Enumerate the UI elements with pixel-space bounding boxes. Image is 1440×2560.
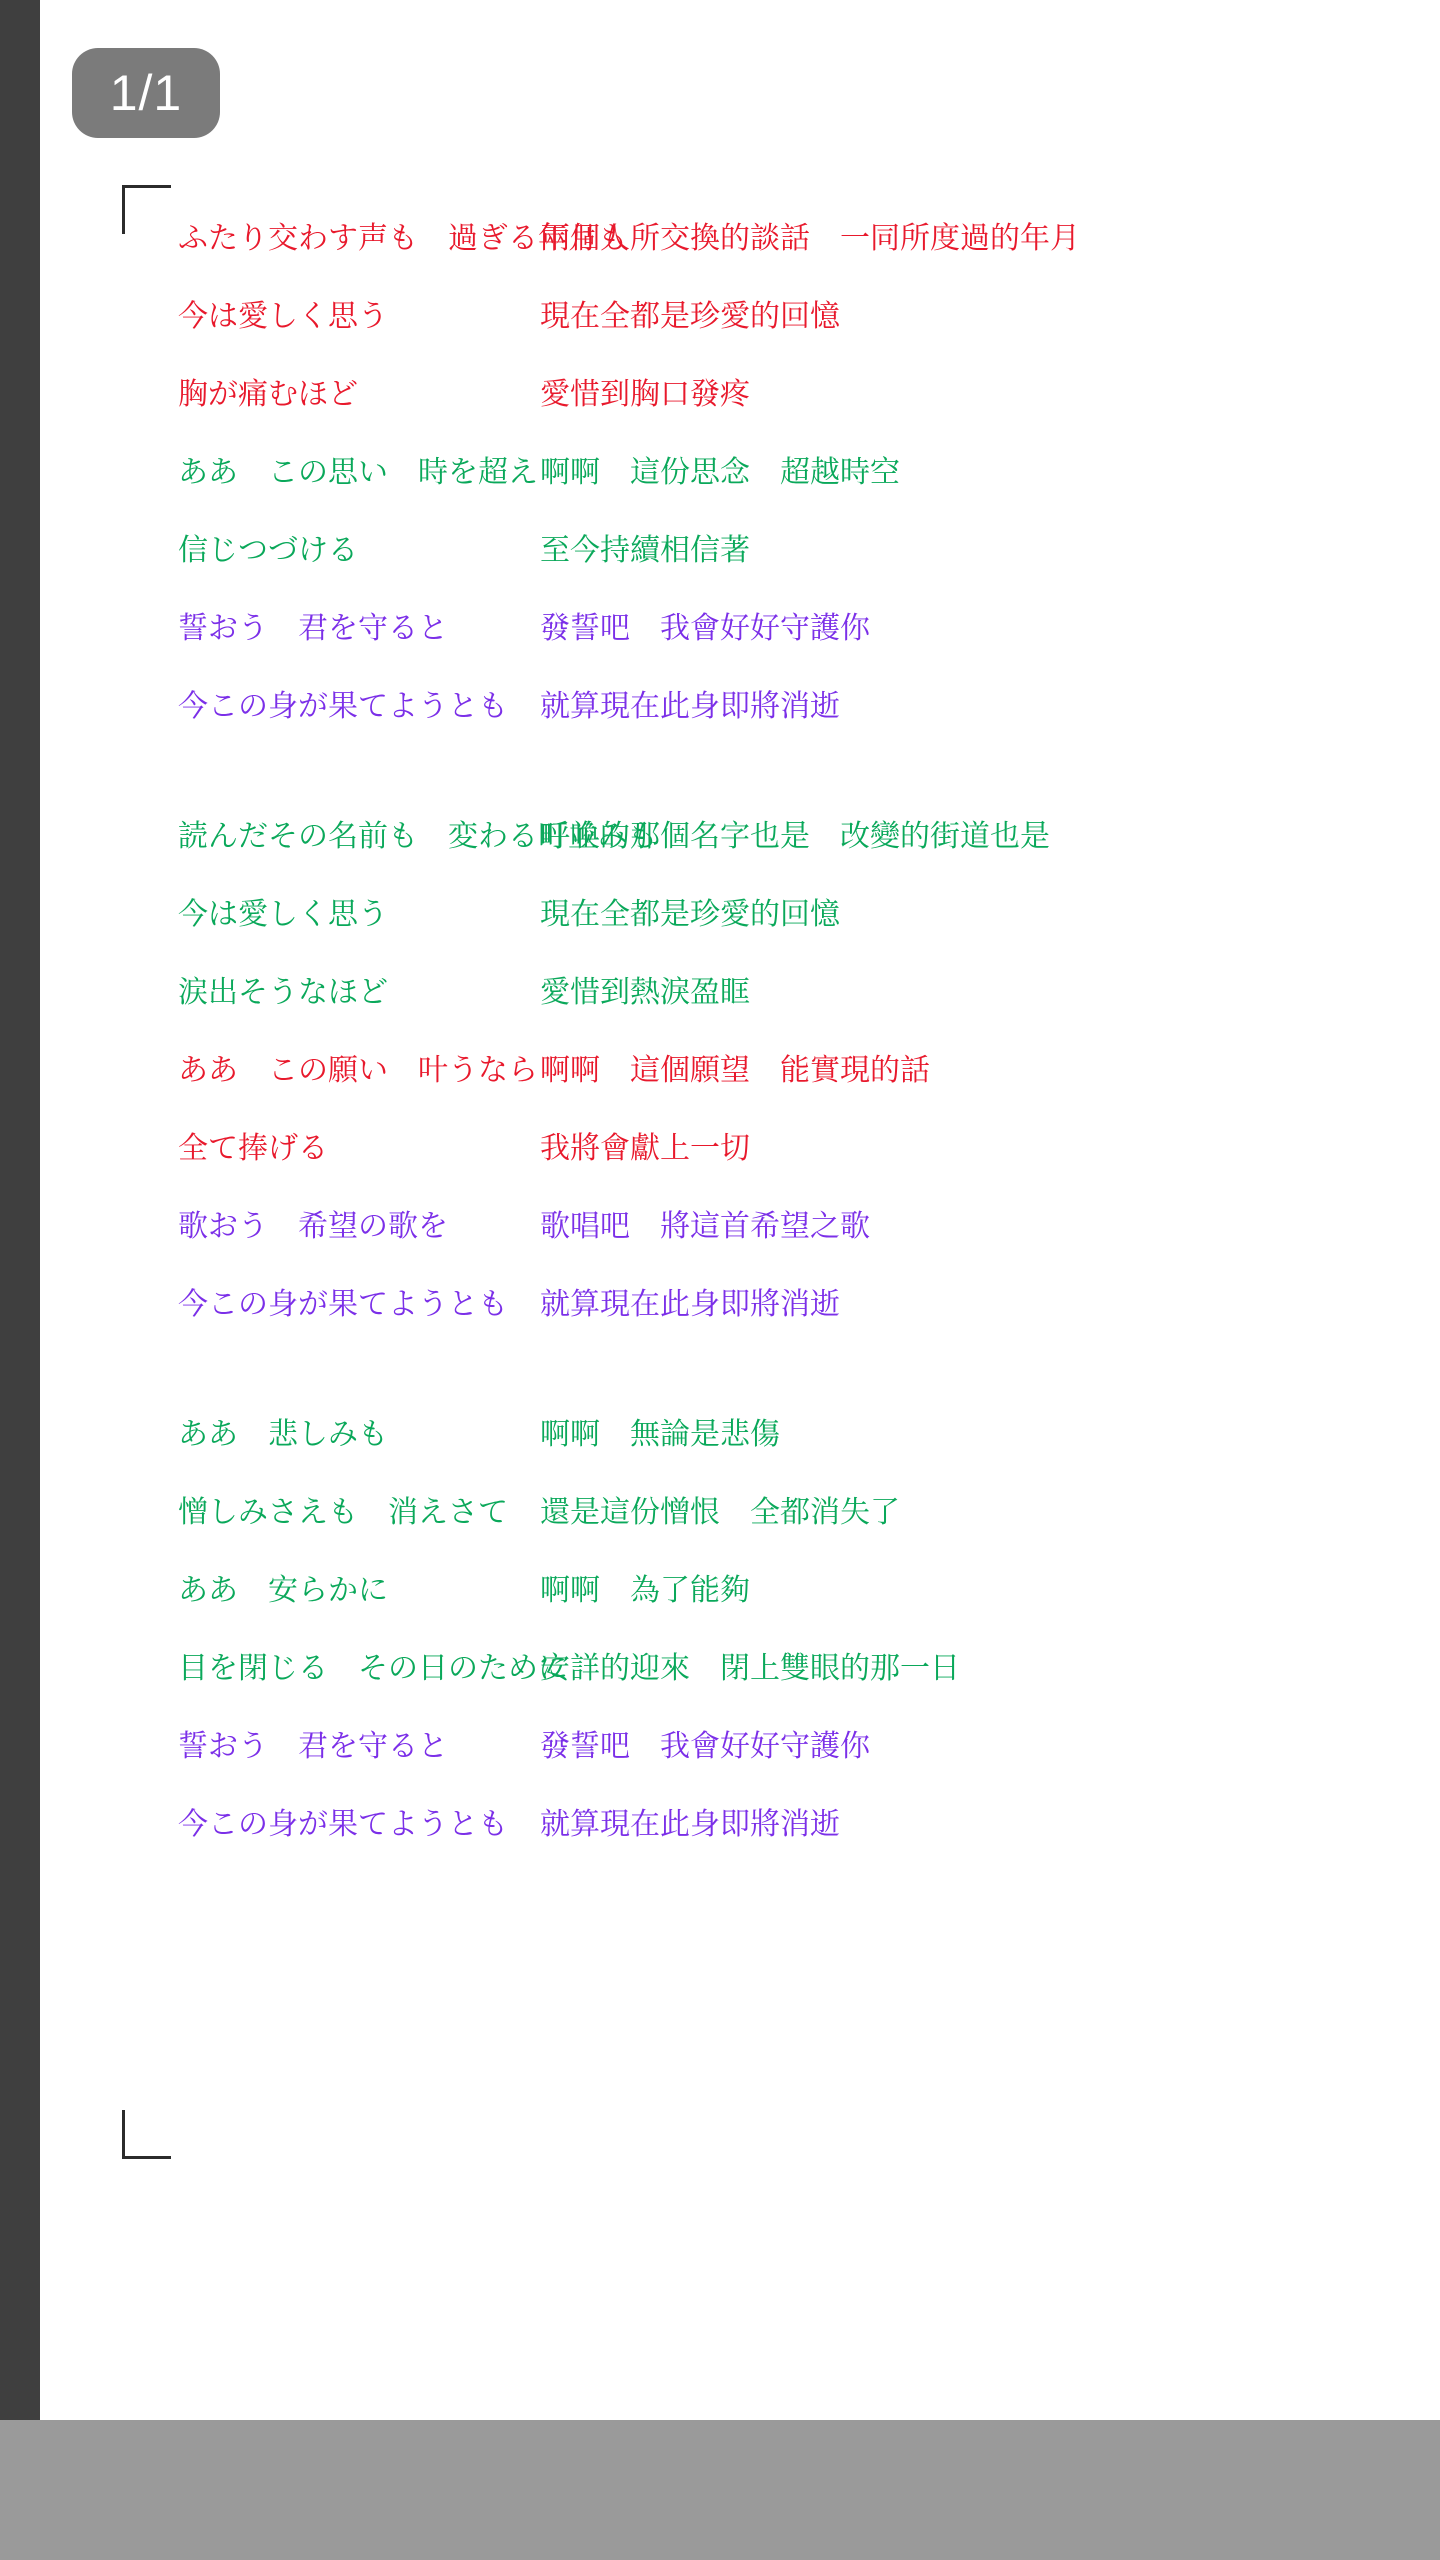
lyrics-line-chinese: 歌唱吧 將這首希望之歌 [540,1209,870,1244]
lyrics-line-japanese: ああ この思い 時を超え [178,455,538,490]
page-indicator-badge: 1/1 [72,48,220,138]
lyrics-line-chinese: 就算現在此身即將消逝 [540,1807,840,1842]
lyrics-line [0,872,1440,950]
lyrics-line [0,1470,1440,1548]
lyrics-line-chinese: 啊啊 這份思念 超越時空 [540,455,900,490]
lyrics-line-japanese: ふたり交わす声も 過ぎる年月も [178,221,628,256]
lyrics-line [0,1548,1440,1626]
lyrics-line-chinese: 發誓吧 我會好好守護你 [540,1729,870,1764]
lyrics-line-chinese: 啊啊 為了能夠 [540,1573,750,1608]
lyrics-line-chinese: 啊啊 這個願望 能實現的話 [540,1053,930,1088]
lyrics-line-japanese: 目を閉じる その日のために [178,1651,568,1686]
lyrics-line-japanese: ああ 安らかに [178,1573,388,1608]
lyrics-line [0,1782,1440,1860]
lyrics-line [0,1626,1440,1704]
lyrics-line-chinese: 發誓吧 我會好好守護你 [540,611,870,646]
lyrics-line [0,664,1440,742]
lyrics-line [0,950,1440,1028]
lyrics-line [0,1262,1440,1340]
lyrics-line-japanese: 涙出そうなほど [178,975,388,1010]
lyrics-line-chinese: 我將會獻上一切 [540,1131,750,1166]
lyrics-line [0,1704,1440,1782]
lyrics-line-japanese: ああ 悲しみも [178,1417,388,1452]
lyrics-line-japanese: 今は愛しく思う [178,897,388,932]
lyrics-line [0,352,1440,430]
lyrics-line-japanese: 今この身が果てようとも [178,1287,508,1322]
lyrics-line-japanese: 今は愛しく思う [178,299,388,334]
lyrics-container [0,196,1440,1912]
lyrics-line-japanese: 全て捧げる [178,1131,328,1166]
lyrics-line-japanese: 憎しみさえも 消えさて [178,1495,508,1530]
lyrics-line-chinese: 兩個人所交換的談話 一同所度過的年月 [540,221,1080,256]
lyrics-line-japanese: 歌おう 希望の歌を [178,1209,448,1244]
lyrics-line-japanese: 胸が痛むほど [178,377,358,412]
lyrics-line [0,1184,1440,1262]
lyrics-line-japanese: 今この身が果てようとも [178,689,508,724]
lyrics-line-japanese: 誓おう 君を守ると [178,611,448,646]
lyrics-line [0,794,1440,872]
lyrics-line-japanese: 信じつづける [178,533,358,568]
bottom-bar [0,2420,1440,2560]
lyrics-stanza [0,1392,1440,1860]
lyrics-line-chinese: 安詳的迎來 閉上雙眼的那一日 [540,1651,960,1686]
lyrics-line [0,508,1440,586]
lyrics-line [0,1392,1440,1470]
lyrics-line [0,274,1440,352]
lyrics-stanza [0,196,1440,742]
lyrics-line [0,1028,1440,1106]
lyrics-line-chinese: 就算現在此身即將消逝 [540,1287,840,1322]
lyrics-line-chinese: 啊啊 無論是悲傷 [540,1417,780,1452]
lyrics-line-chinese: 現在全都是珍愛的回憶 [540,299,840,334]
lyrics-line-chinese: 愛惜到胸口發疼 [540,377,750,412]
lyrics-line-japanese: 誓おう 君を守ると [178,1729,448,1764]
lyrics-line [0,430,1440,508]
lyrics-line-chinese: 呼喚的那個名字也是 改變的街道也是 [540,819,1050,854]
lyrics-line [0,196,1440,274]
crop-mark-bottom-left [122,2110,171,2159]
lyrics-line-chinese: 現在全都是珍愛的回憶 [540,897,840,932]
lyrics-line-japanese: 読んだその名前も 変わる町並みも [178,819,658,854]
lyrics-line-chinese: 就算現在此身即將消逝 [540,689,840,724]
lyrics-line-chinese: 愛惜到熱淚盈眶 [540,975,750,1010]
lyrics-line-chinese: 至今持續相信著 [540,533,750,568]
lyrics-line [0,1106,1440,1184]
lyrics-line-japanese: 今この身が果てようとも [178,1807,508,1842]
lyrics-line-chinese: 還是這份憎恨 全都消失了 [540,1495,900,1530]
lyrics-line-japanese: ああ この願い 叶うなら [178,1053,538,1088]
lyrics-line [0,586,1440,664]
lyrics-stanza [0,794,1440,1340]
